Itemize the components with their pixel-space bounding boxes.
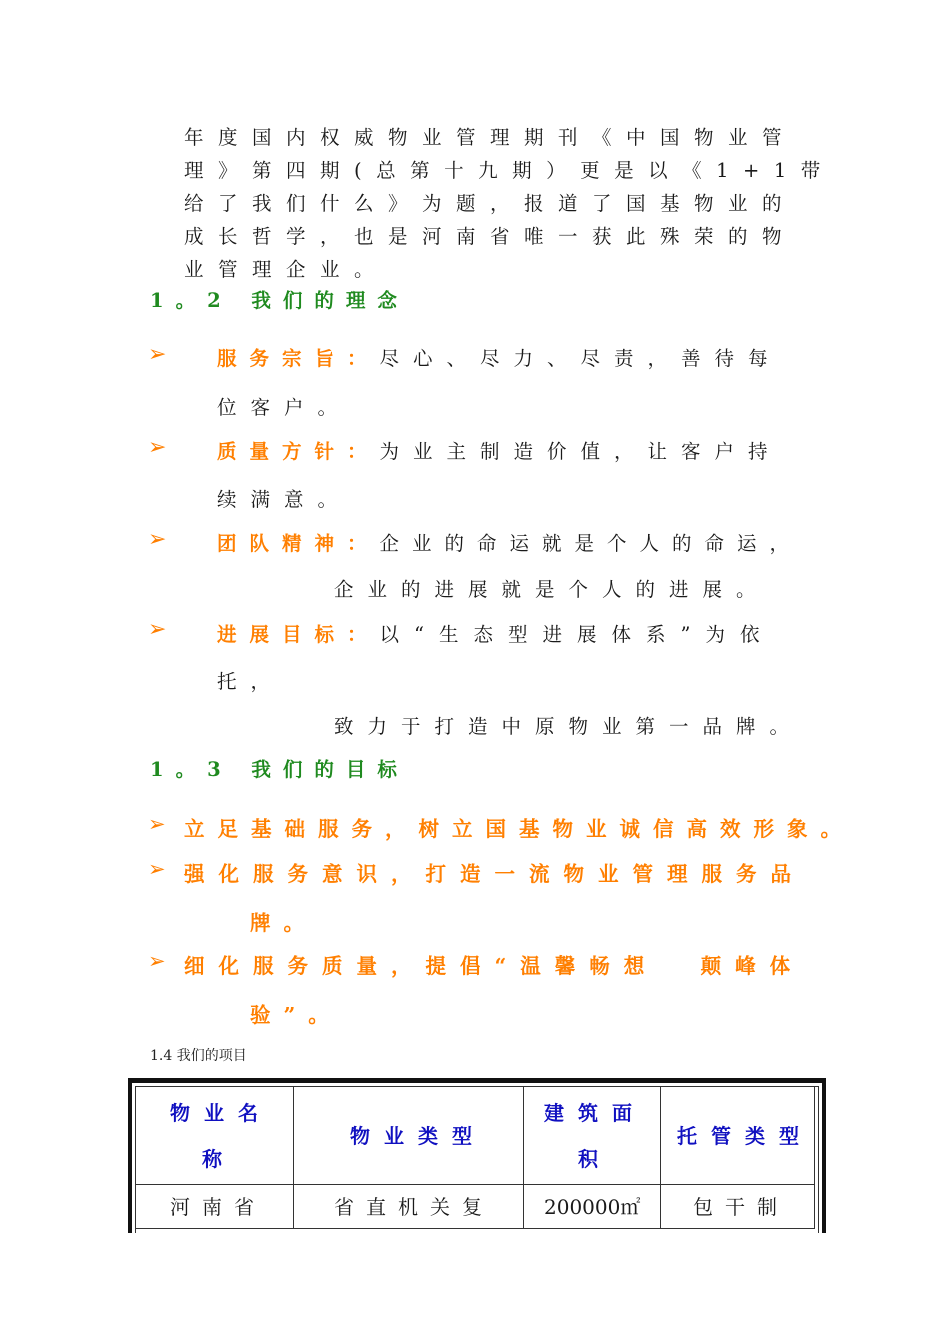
cell-custody-type: 包干制 [693, 1195, 789, 1219]
header-area-line2: 积 [578, 1147, 612, 1171]
table-cell [524, 1185, 661, 1229]
item-continuation: 续满意。 [217, 488, 352, 511]
cell-property-name: 河南省 [170, 1195, 266, 1219]
section-heading-goals: 1。3 我们的目标 [150, 758, 409, 781]
table-inner-border [818, 1086, 819, 1233]
table-cell [136, 1185, 294, 1229]
arrow-bullet-icon: ➢ [148, 342, 167, 367]
item-label: 进展目标： [217, 623, 380, 646]
philosophy-item-team [217, 528, 802, 556]
intro-line-5: 业管理企业。 [184, 258, 389, 281]
arrow-bullet-icon: ➢ [148, 435, 167, 460]
philosophy-item-service [217, 343, 782, 371]
item-text: 以“生态型进展体系”为依 [379, 623, 775, 646]
table-cell [661, 1185, 815, 1229]
goal-item-3-cont: 验”。 [250, 1003, 342, 1027]
item-continuation: 托， [217, 670, 285, 693]
table-header-cell [524, 1087, 661, 1185]
arrow-bullet-icon: ➢ [148, 949, 166, 973]
arrow-bullet-icon: ➢ [148, 812, 166, 836]
item-continuation-2: 致力于打造中原物业第一品牌。 [334, 715, 804, 738]
intro-line-4: 成长哲学，也是河南省唯一获此殊荣的物 [184, 225, 797, 248]
philosophy-item-goal [217, 619, 774, 647]
arrow-bullet-icon: ➢ [148, 617, 167, 642]
cell-area: 200000㎡ [544, 1195, 641, 1219]
goal-item-3: 细化服务质量，提倡“温馨畅想 颠峰体 [184, 954, 805, 978]
item-continuation: 位客户。 [217, 396, 352, 419]
arrow-bullet-icon: ➢ [148, 857, 166, 881]
goal-item-1: 立足基础服务，树立国基物业诚信高效形象。 [184, 817, 854, 841]
item-continuation: 企业的进展就是个人的进展。 [334, 578, 770, 601]
item-label: 服务宗旨： [217, 347, 380, 370]
section-heading-projects: 1.4 我们的项目 [150, 1048, 247, 1064]
item-text: 尽心、尽力、尽责，善待每 [379, 347, 782, 370]
table-header-cell [136, 1087, 294, 1185]
header-name-line1: 物业名 [170, 1101, 272, 1125]
table-cell [294, 1185, 524, 1229]
projects-table [128, 1078, 826, 1233]
table-header-cell [294, 1087, 524, 1185]
header-custody: 托管类型 [677, 1124, 813, 1148]
item-label: 团队精神： [217, 532, 380, 555]
arrow-bullet-icon: ➢ [148, 527, 167, 552]
item-text: 为业主制造价值，让客户持 [379, 440, 782, 463]
header-type: 物业类型 [350, 1124, 486, 1148]
intro-line-1: 年度国内权威物业管理期刊《中国物业管 [184, 126, 797, 149]
cell-property-type: 省直机关复 [334, 1195, 494, 1219]
table-header-cell [661, 1087, 815, 1185]
intro-line-3: 给了我们什么》为题，报道了国基物业的 [184, 192, 797, 215]
philosophy-item-quality [217, 436, 782, 464]
goal-item-2-cont: 牌。 [250, 911, 317, 935]
intro-line-2: 理》第四期(总第十九期）更是以《1+1带 [184, 159, 835, 182]
section-heading-philosophy: 1。2 我们的理念 [150, 289, 409, 312]
header-name-line2: 称 [202, 1147, 236, 1171]
item-text: 企业的命运就是个人的命运， [379, 532, 803, 555]
header-area-line1: 建筑面 [544, 1101, 646, 1125]
item-label: 质量方针： [217, 440, 380, 463]
goal-item-2: 强化服务意识，打造一流物业管理服务品 [184, 862, 805, 886]
